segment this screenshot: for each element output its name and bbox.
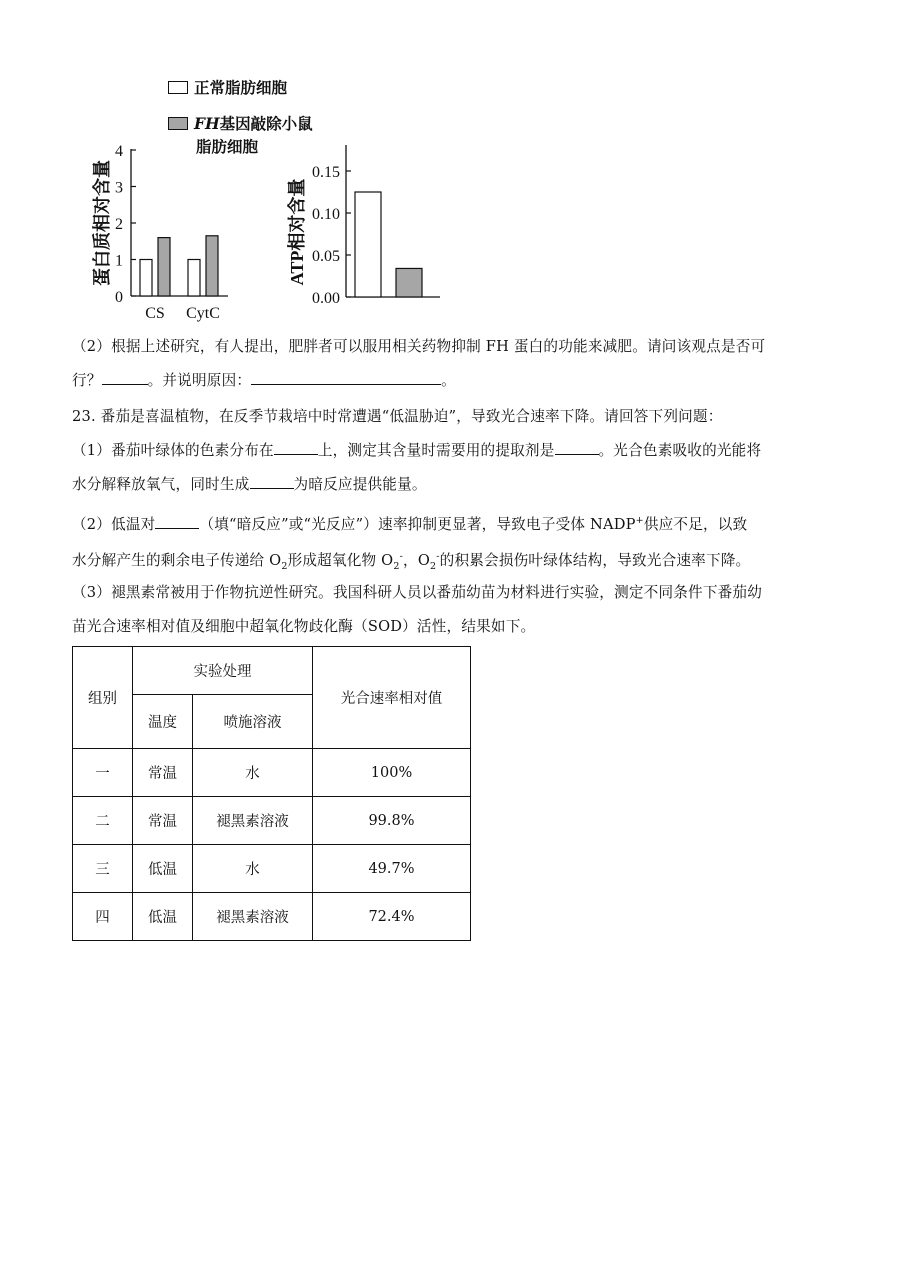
cell-temp: 低温 (133, 893, 193, 941)
cell-temp: 常温 (133, 749, 193, 797)
o2-superscript-3: - (436, 551, 440, 562)
q23-2-c: 供应不足，以致 (643, 515, 748, 533)
answer-blank-5[interactable] (250, 474, 294, 489)
q23-intro-text: 23. 番茄是喜温植物，在反季节栽培中时常遭遇“低温胁迫”，导致光合速率下降。请回答下列问题： (72, 408, 723, 425)
table-row (73, 749, 471, 797)
q23-part3-line1 (72, 582, 832, 604)
q2-line1 (72, 336, 832, 358)
protein-chart (91, 143, 228, 322)
y-axis-label: 蛋白质相对含量 (92, 160, 112, 286)
x-tick-label: CS (145, 305, 165, 322)
bar (355, 192, 381, 297)
q2-line2-a: 行？ (72, 372, 102, 389)
cell-spray: 水 (193, 749, 313, 797)
cell-spray: 水 (193, 845, 313, 893)
cell-group: 四 (73, 893, 133, 941)
cell-rate: 99.8% (313, 797, 471, 845)
cell-group: 三 (73, 845, 133, 893)
y-tick-label: 0 (115, 289, 123, 306)
q23-2-f: ，O (403, 551, 430, 569)
header-treatment: 实验处理 (133, 647, 313, 695)
experiment-table (72, 646, 471, 941)
q2-line2-b: 。并说明原因： (147, 372, 252, 389)
q23-3-a: （3）褪黑素常被用于作物抗逆性研究。我国科研人员以番茄幼苗为材料进行实验，测定不同条件下番茄幼 (72, 584, 763, 601)
cell-temp: 常温 (133, 797, 193, 845)
q2-line2-c: 。 (441, 372, 456, 389)
o2-superscript-2: - (399, 551, 404, 562)
q23-2-g: 的积累会损伤叶绿体结构，导致光合速率下降。 (439, 551, 751, 569)
q23-1-a: （1）番茄叶绿体的色素分布在 (72, 442, 274, 459)
q23-part2-line1 (72, 510, 832, 536)
table-row (73, 893, 471, 941)
answer-blank-2[interactable] (251, 370, 441, 385)
q23-1-e: 为暗反应提供能量。 (293, 476, 427, 493)
table-row (73, 845, 471, 893)
q2-line2 (72, 370, 832, 392)
y-tick-label: 0.10 (312, 206, 340, 223)
bar (158, 238, 170, 296)
answer-blank-1[interactable] (102, 370, 148, 385)
cell-rate: 49.7% (313, 845, 471, 893)
o2-subscript-3: 2 (430, 560, 437, 572)
y-tick-label: 0.05 (312, 248, 340, 265)
y-tick-label: 4 (115, 143, 123, 160)
q23-1-d: 水分解释放氧气，同时生成 (72, 476, 250, 493)
q23-1-c: 。光合色素吸收的光能将 (598, 442, 762, 459)
cell-temp: 低温 (133, 845, 193, 893)
header-group: 组别 (73, 647, 133, 749)
atp-chart (286, 145, 440, 307)
o2-subscript-1: 2 (281, 560, 288, 572)
q23-part2-line2 (72, 546, 832, 578)
q23-intro (72, 406, 832, 428)
header-temp: 温度 (133, 695, 193, 749)
x-tick-label: CytC (186, 305, 220, 322)
y-axis-label: ATP相对含量 (287, 178, 307, 286)
bar (206, 236, 218, 296)
y-tick-label: 0.00 (312, 290, 340, 307)
bar (396, 268, 422, 297)
header-spray: 喷施溶液 (193, 695, 313, 749)
cell-spray: 褪黑素溶液 (193, 893, 313, 941)
nadp-superscript: + (635, 515, 644, 526)
q23-part3-line2 (72, 616, 832, 638)
legend-fh-italic: FH (194, 113, 220, 133)
cell-rate: 100% (313, 749, 471, 797)
answer-blank-4[interactable] (555, 440, 599, 455)
y-tick-label: 3 (115, 179, 123, 197)
q23-2-d: 水分解产生的剩余电子传递给 O (72, 551, 282, 569)
legend-normal-label: 正常脂肪细胞 (194, 78, 288, 97)
y-tick-label: 2 (115, 216, 123, 233)
cell-group: 二 (73, 797, 133, 845)
y-tick-label: 1 (115, 252, 123, 270)
bar (188, 260, 200, 297)
o2-subscript-2: 2 (393, 560, 400, 572)
y-tick-label: 0.15 (312, 164, 340, 181)
q23-2-b: （填“暗反应”或“光反应”）速率抑制更显著，导致电子受体 NADP (199, 515, 636, 533)
bar (140, 260, 152, 297)
cell-group: 一 (73, 749, 133, 797)
q23-part1-line1 (72, 440, 832, 462)
answer-blank-3[interactable] (274, 440, 318, 455)
q23-1-b: 上，测定其含量时需要用的提取剂是 (317, 442, 555, 459)
q23-3-b: 苗光合速率相对值及细胞中超氧化物歧化酶（SOD）活性，结果如下。 (72, 618, 536, 635)
q23-part1-line2 (72, 474, 832, 496)
cell-spray: 褪黑素溶液 (193, 797, 313, 845)
legend-fh-line2: 脂肪细胞 (196, 137, 259, 156)
legend-fh-label: 基因敲除小鼠 (219, 114, 313, 133)
q23-2-a: （2）低温对 (72, 515, 156, 533)
cell-rate: 72.4% (313, 893, 471, 941)
charts-svg (0, 0, 900, 330)
q23-2-e: 形成超氧化物 O (287, 551, 394, 569)
header-rate: 光合速率相对值 (313, 647, 471, 749)
answer-blank-6[interactable] (155, 514, 199, 529)
table-row (73, 797, 471, 845)
q2-line1-text: （2）根据上述研究，有人提出，肥胖者可以服用相关药物抑制 FH 蛋白的功能来减肥。请问该观点是否可 (72, 338, 766, 355)
